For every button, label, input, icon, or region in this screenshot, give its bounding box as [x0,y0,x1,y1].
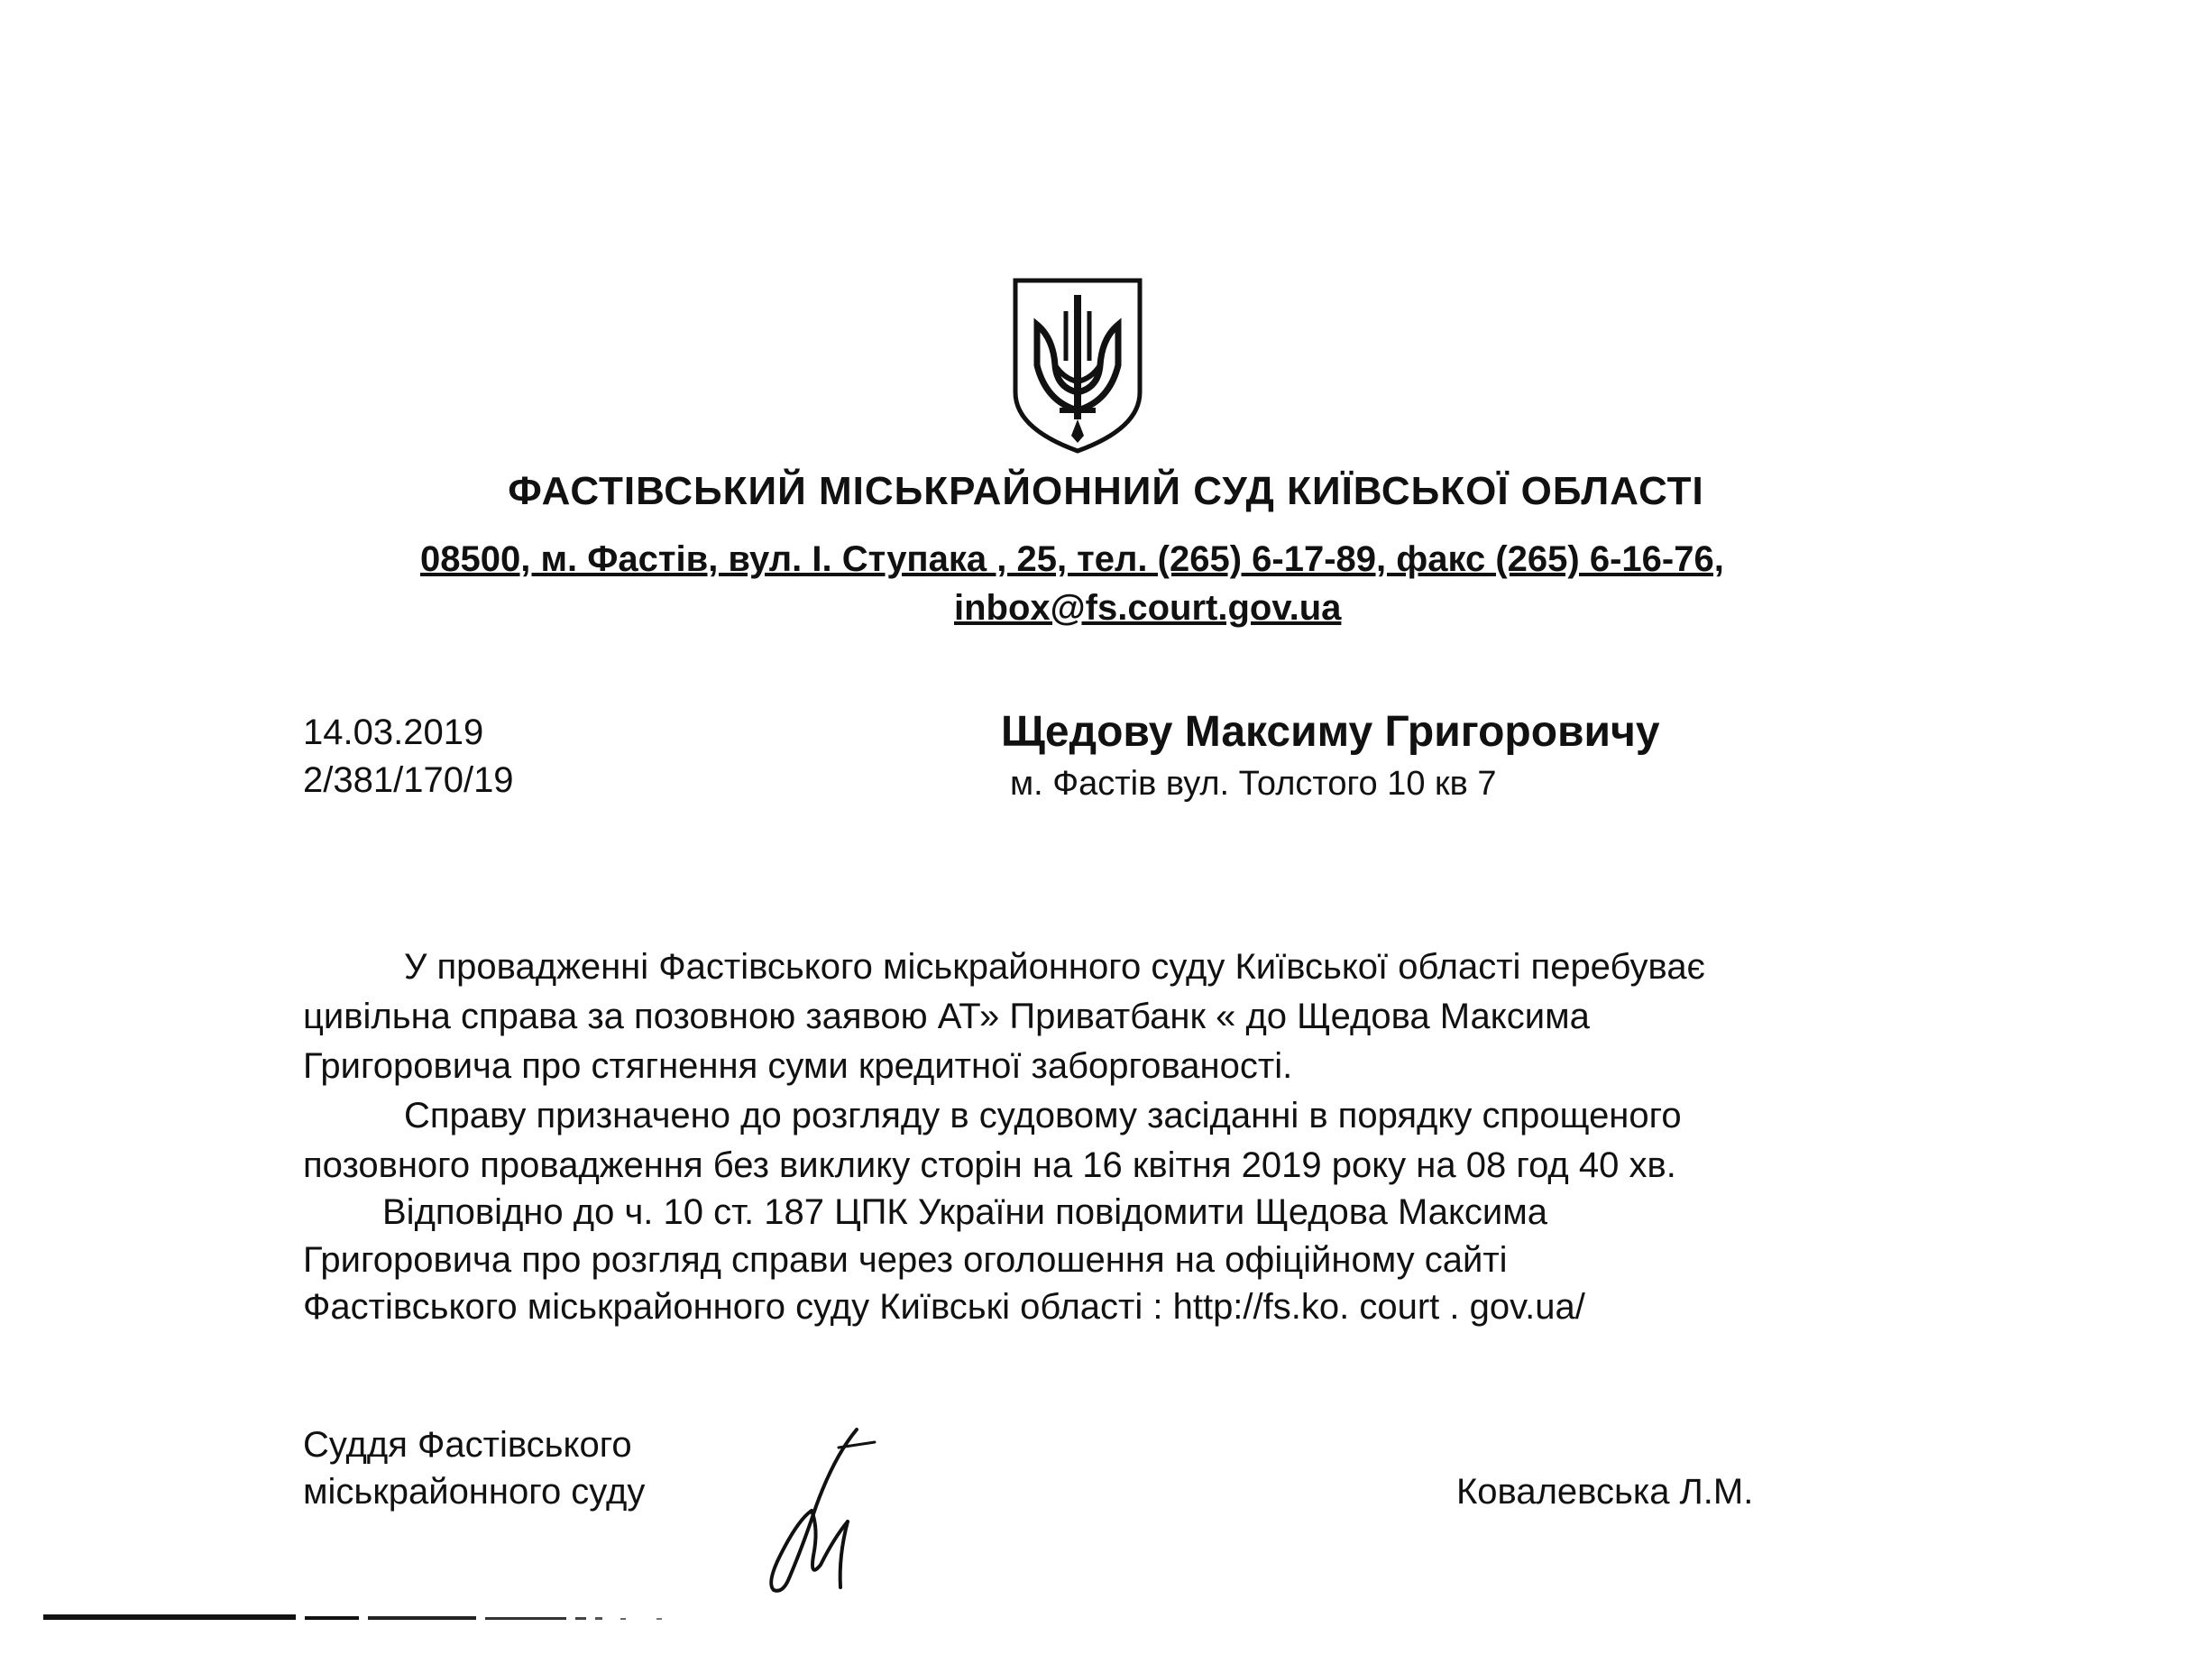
body-line-7: Григоровича про розгляд справи через оголошення на офіційному сайті [303,1240,1508,1280]
handwritten-signature [748,1421,884,1601]
body-line-6: Відповідно до ч. 10 ст. 187 ЦПК України повідомити Щедова Максима [382,1192,1548,1232]
document-number: 2/381/170/19 [303,760,514,800]
body-line-3: Григоровича про стягнення суми кредитної заборгованості. [303,1046,1293,1086]
body-line-5: позовного провадження без виклику сторін на 16 квітня 2019 року на 08 год 40 хв. [303,1145,1676,1185]
judge-name: Ковалевська Л.М. [1456,1472,1754,1512]
court-address: 08500, м. Фастів, вул. І. Ступака , 25, тел. (265) 6-17-89, факс (265) 6-16-76, [420,539,1724,579]
court-email [954,588,1341,629]
signature-label-line-2: міськрайонного суду [303,1472,646,1512]
coat-of-arms-emblem [1010,275,1145,455]
body-line-2: цивільна справа за позовною заявою АТ» Приватбанк « до Щедова Максима [303,997,1590,1036]
body-line-8: Фастівського міськрайонного суду Київські області : http://fs.ko. court . gov.ua/ [303,1287,1585,1327]
scan-artifact-line [43,1611,675,1623]
signature-label-line-1: Суддя Фастівського [303,1425,632,1465]
document-date: 14.03.2019 [303,713,484,752]
body-line-4: Справу призначено до розгляду в судовому засіданні в порядку спрощеного [404,1096,1682,1136]
body-line-1: У провадженні Фастівського міськрайонного суду Київської області перебуває [404,947,1705,987]
court-name: ФАСТІВСЬКИЙ МІСЬКРАЙОННИЙ СУД КИЇВСЬКОЇ ОБЛАСТІ [508,469,1704,513]
recipient-address: м. Фастів вул. Толстого 10 кв 7 [1010,765,1497,803]
recipient-name: Щедову Максиму Григоровичу [1001,708,1660,756]
court-email-link[interactable]: inbox@fs.court.gov.ua [954,588,1342,628]
